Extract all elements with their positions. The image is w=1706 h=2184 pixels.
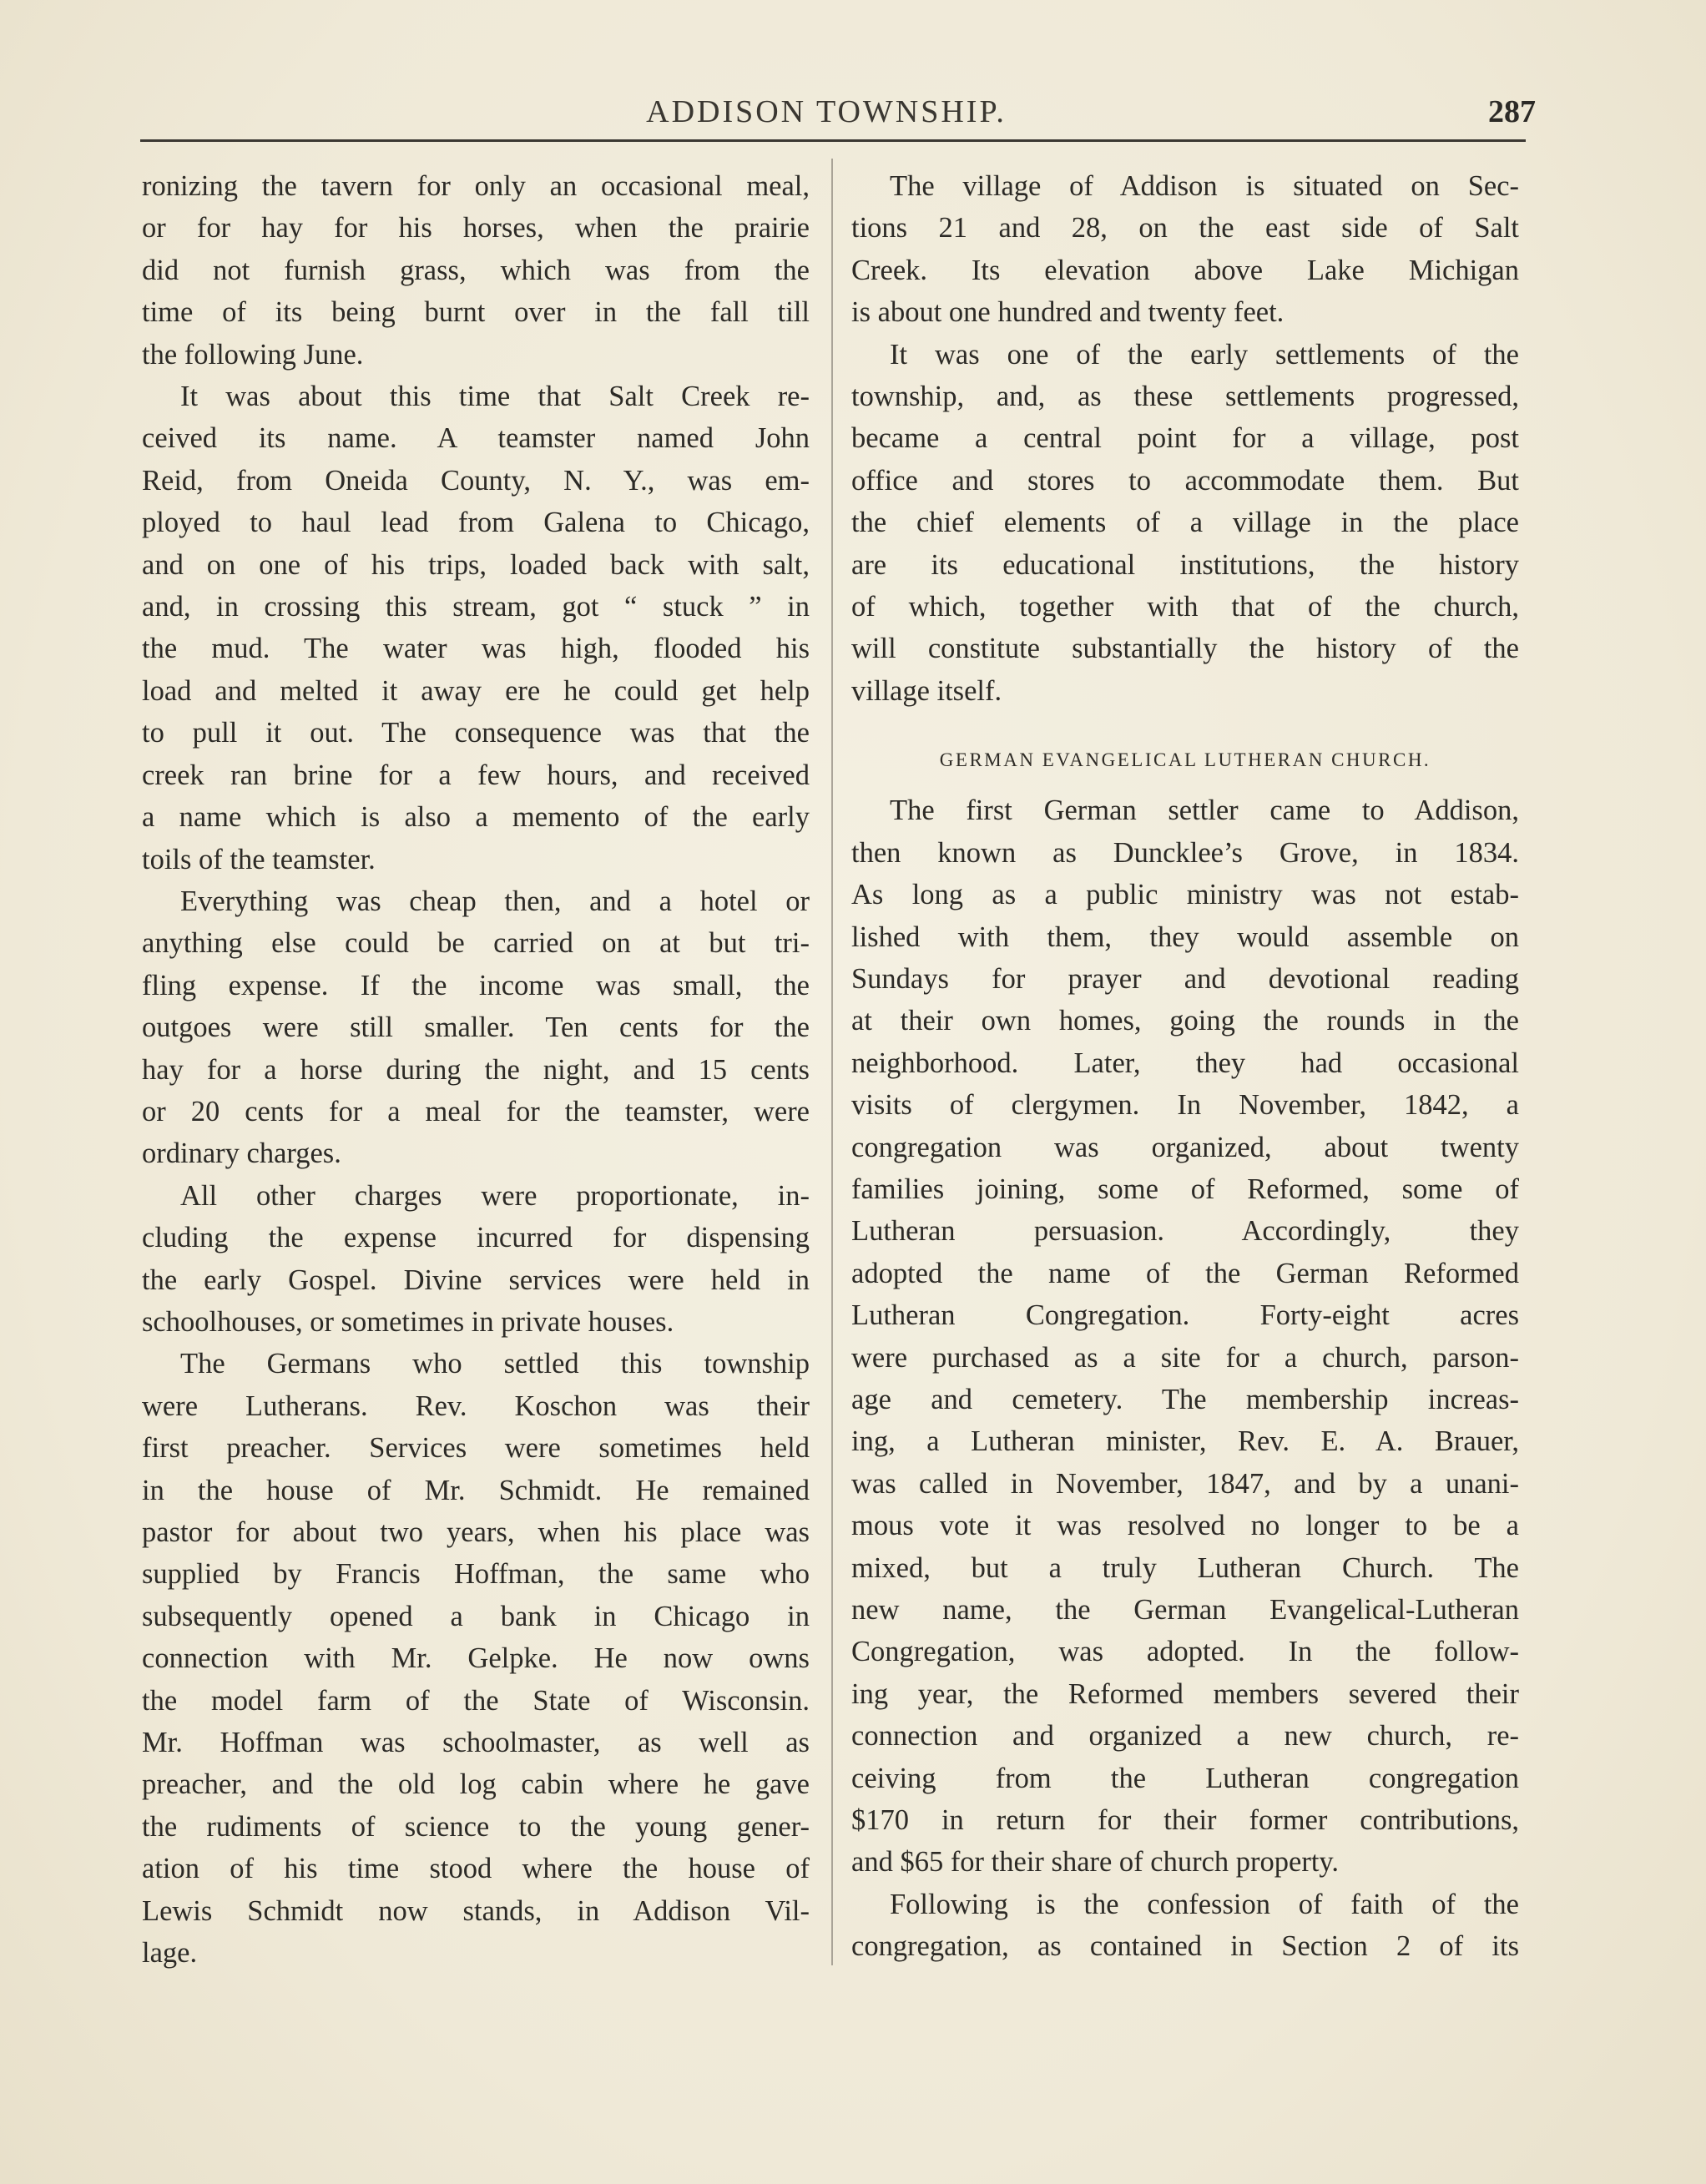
text-line: preacher, and the old log cabin where he gave (142, 1768, 810, 1801)
text-line: ing, a Lutheran minister, Rev. E. A. Brauer, (851, 1425, 1519, 1458)
text-line: Mr. Hoffman was schoolmaster, as well as (142, 1727, 810, 1759)
page-number: 287 (1488, 94, 1536, 129)
running-header-title: ADDISON TOWNSHIP. (646, 94, 1007, 129)
text-line: connection with Mr. Gelpke. He now owns (142, 1642, 810, 1675)
text-line: the following June. (142, 338, 364, 371)
text-line: ployed to haul lead from Galena to Chicago, (142, 507, 810, 539)
text-line: tions 21 and 28, on the east side of Salt (851, 212, 1519, 245)
text-line: will constitute substantially the history of the (851, 633, 1519, 665)
right-intro-paragraph (851, 165, 1519, 334)
text-line: adopted the name of the German Reformed (851, 1257, 1519, 1289)
text-line: congregation was organized, about twenty (851, 1131, 1519, 1163)
text-line: neighborhood. Later, they had occasional (851, 1047, 1519, 1079)
text-line: toils of the teamster. (142, 843, 376, 875)
text-line: village itself. (851, 674, 1002, 707)
text-line: pastor for about two years, when his place was (142, 1516, 810, 1548)
text-line: Creek. Its elevation above Lake Michigan (851, 254, 1519, 286)
text-line: fling expense. If the income was small, the (142, 969, 810, 1001)
text-line: in the house of Mr. Schmidt. He remained (142, 1474, 810, 1506)
text-line: load and melted it away ere he could get help (142, 674, 810, 707)
text-line: lished with them, they would assemble on (851, 921, 1519, 953)
text-line: did not furnish grass, which was from the (142, 254, 810, 286)
text-line: Lutheran persuasion. Accordingly, they (851, 1215, 1519, 1248)
text-line: ing year, the Reformed members severed their (851, 1677, 1519, 1710)
church-section-paragraph (851, 1884, 1519, 1968)
text-line: Sundays for prayer and devotional reading (851, 962, 1519, 995)
text-line: township, and, as these settlements progressed, (851, 381, 1519, 413)
text-line: Following is the confession of faith of the (890, 1888, 1519, 1920)
text-line: hay for a horse during the night, and 15 cents (142, 1053, 810, 1086)
text-line: $170 in return for their former contributions, (851, 1804, 1519, 1837)
text-line: The first German settler came to Addison, (890, 794, 1519, 827)
text-line: ceived its name. A teamster named John (142, 422, 810, 455)
text-line: and $65 for their share of church property. (851, 1846, 1340, 1879)
text-line: office and stores to accommodate them. But (851, 464, 1519, 497)
text-line: Everything was cheap then, and a hotel or (180, 885, 810, 917)
left-column-paragraph (142, 880, 810, 1175)
text-line: The Germans who settled this township (180, 1348, 810, 1380)
text-line: to pull it out. The consequence was that the (142, 717, 810, 749)
text-line: outgoes were still smaller. Ten cents for the (142, 1011, 810, 1044)
church-section-paragraph (851, 789, 1519, 1884)
text-line: schoolhouses, or sometimes in private houses. (142, 1305, 674, 1338)
text-line: a name which is also a memento of the early (142, 801, 810, 834)
text-line: the mud. The water was high, flooded his (142, 633, 810, 665)
header-rule (140, 139, 1526, 142)
text-line: Reid, from Oneida County, N. Y., was em- (142, 464, 810, 497)
text-line: was called in November, 1847, and by a unani- (851, 1467, 1519, 1500)
text-line: Congregation, was adopted. In the follow- (851, 1636, 1519, 1668)
text-line: the rudiments of science to the young gener- (142, 1810, 810, 1843)
right-column (851, 165, 1519, 1968)
text-line: of which, together with that of the church, (851, 591, 1519, 623)
right-intro-paragraph (851, 334, 1519, 713)
text-line: age and cemetery. The membership increas- (851, 1383, 1519, 1415)
text-line: anything else could be carried on at but tri- (142, 927, 810, 960)
left-column-paragraph (142, 1175, 810, 1344)
text-line: supplied by Francis Hoffman, the same who (142, 1558, 810, 1591)
text-line: time of its being burnt over in the fall till (142, 296, 810, 329)
text-line: the early Gospel. Divine services were held in (142, 1263, 810, 1296)
left-column (142, 165, 810, 1974)
text-line: congregation, as contained in Section 2 of its (851, 1930, 1519, 1963)
text-line: connection and organized a new church, re- (851, 1720, 1519, 1753)
text-line: The village of Addison is situated on Sec- (890, 170, 1519, 202)
text-line: lage. (142, 1937, 198, 1970)
text-line: were Lutherans. Rev. Koschon was their (142, 1390, 810, 1422)
text-line: the chief elements of a village in the place (851, 507, 1519, 539)
text-line: Lewis Schmidt now stands, in Addison Vil- (142, 1894, 810, 1927)
text-line: became a central point for a village, post (851, 422, 1519, 455)
text-line: cluding the expense incurred for dispensing (142, 1222, 810, 1254)
text-line: creek ran brine for a few hours, and received (142, 759, 810, 791)
text-line: first preacher. Services were sometimes held (142, 1432, 810, 1465)
text-line: and on one of his trips, loaded back with salt, (142, 548, 810, 581)
text-line: As long as a public ministry was not estab- (851, 879, 1519, 911)
text-line: ronizing the tavern for only an occasional meal, (142, 170, 810, 202)
text-line: new name, the German Evangelical-Lutheran (851, 1594, 1519, 1626)
text-line: then known as Duncklee’s Grove, in 1834. (851, 836, 1519, 869)
text-line: at their own homes, going the rounds in the (851, 1005, 1519, 1037)
text-line: the model farm of the State of Wisconsin. (142, 1684, 810, 1717)
text-line: families joining, some of Reformed, some of (851, 1173, 1519, 1205)
left-column-paragraph (142, 165, 810, 376)
text-line: It was about this time that Salt Creek re- (180, 381, 810, 413)
left-column-paragraph (142, 376, 810, 880)
text-line: ation of his time stood where the house of (142, 1853, 810, 1885)
text-line: subsequently opened a bank in Chicago in (142, 1600, 810, 1632)
text-line: is about one hundred and twenty feet. (851, 296, 1285, 329)
text-line: ordinary charges. (142, 1137, 341, 1170)
text-line: or for hay for his horses, when the prairie (142, 212, 810, 245)
text-line: visits of clergymen. In November, 1842, a (851, 1089, 1519, 1122)
text-line: or 20 cents for a meal for the teamster, were (142, 1095, 810, 1127)
text-line: mixed, but a truly Lutheran Church. The (851, 1551, 1519, 1584)
right-column-section (851, 789, 1519, 1967)
left-column-paragraph (142, 1343, 810, 1974)
text-line: are its educational institutions, the history (851, 548, 1519, 581)
text-line: Lutheran Congregation. Forty-eight acres (851, 1299, 1519, 1332)
text-line: It was one of the early settlements of the (890, 338, 1519, 371)
text-line: were purchased as a site for a church, parson- (851, 1341, 1519, 1374)
text-line: mous vote it was resolved no longer to be a (851, 1510, 1519, 1542)
section-heading: GERMAN EVANGELICAL LUTHERAN CHURCH. (939, 749, 1431, 771)
text-line: All other charges were proportionate, in- (180, 1179, 810, 1212)
text-line: ceiving from the Lutheran congregation (851, 1762, 1519, 1794)
right-column-intro (851, 165, 1519, 712)
column-divider (831, 159, 833, 1965)
text-line: and, in crossing this stream, got “ stuck ” in (142, 591, 810, 623)
